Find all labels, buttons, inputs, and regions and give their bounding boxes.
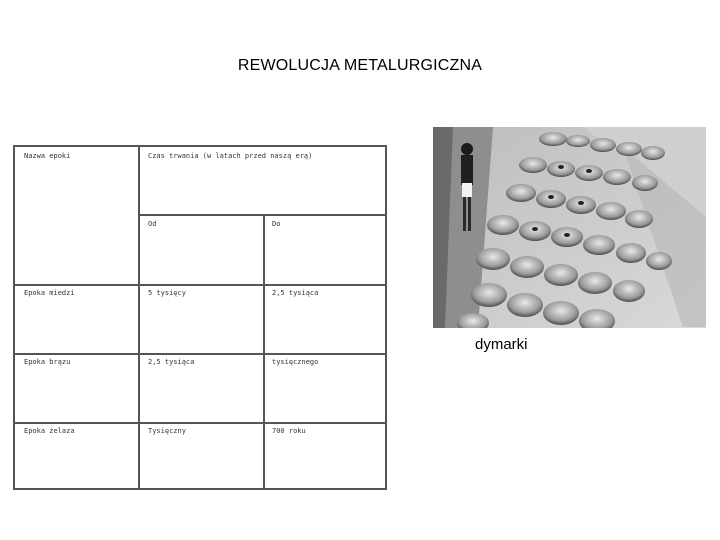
- table-divider: [138, 147, 140, 488]
- epochs-table: [13, 145, 387, 490]
- row-from: Tysięczny: [148, 427, 186, 435]
- row-to: 2,5 tysiąca: [272, 289, 319, 297]
- row-epoch-name: Epoka żelaza: [24, 427, 75, 435]
- table-divider: [15, 353, 385, 355]
- row-from: 5 tysięcy: [148, 289, 186, 297]
- row-to: tysięcznego: [272, 358, 319, 366]
- page-title: REWOLUCJA METALURGICZNA: [237, 57, 483, 74]
- row-epoch-name: Epoka brązu: [24, 358, 71, 366]
- header-epoch-name: Nazwa epoki: [24, 152, 71, 160]
- table-divider: [15, 284, 385, 286]
- row-from: 2,5 tysiąca: [148, 358, 195, 366]
- photo-caption: dymarki: [475, 336, 528, 353]
- table-divider: [138, 214, 385, 216]
- row-to: 700 roku: [272, 427, 306, 435]
- bloomery-illustration: [433, 127, 706, 328]
- header-from: Od: [148, 220, 157, 228]
- row-epoch-name: Epoka miedzi: [24, 289, 75, 297]
- header-to: Do: [272, 220, 281, 228]
- table-divider: [15, 422, 385, 424]
- header-duration: Czas trwania (w latach przed naszą erą): [148, 152, 313, 160]
- table-divider: [263, 214, 265, 488]
- bloomery-photo: [433, 127, 706, 328]
